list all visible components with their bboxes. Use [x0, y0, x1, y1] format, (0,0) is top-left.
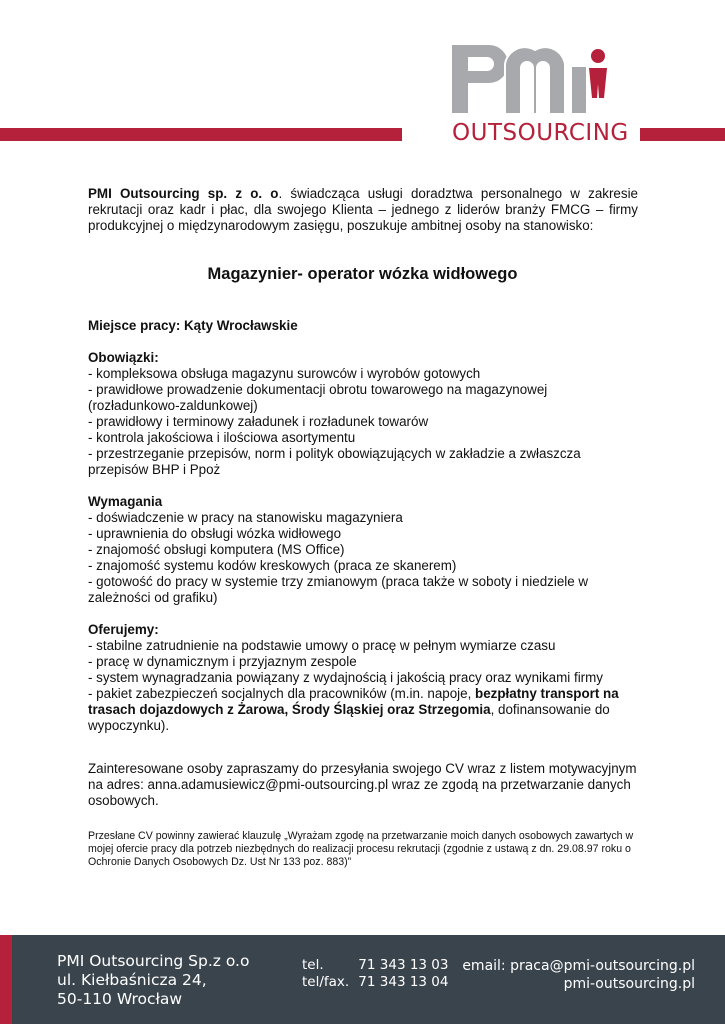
logo-person-body	[589, 68, 607, 98]
duty-item: - przestrzeganie przepisów, norm i polityk obowiązujących w zakładzie a zwłaszcza przepisów BHP i Ppoż	[88, 446, 581, 477]
intro-paragraph	[88, 186, 638, 234]
footer-fax-label: tel/fax.	[302, 974, 350, 990]
logo-letter-m	[505, 47, 565, 114]
footer-street: ul. Kiełbaśnicza 24,	[57, 971, 207, 989]
requirement-item: - doświadczenie w pracy na stanowisku magazyniera	[88, 510, 403, 525]
footer-address	[57, 952, 249, 1009]
footer-fax: 71 343 13 04	[358, 974, 449, 990]
footer-phones	[302, 957, 448, 991]
offer-heading: Oferujemy:	[88, 622, 159, 637]
footer-tel: 71 343 13 03	[358, 957, 449, 973]
requirement-item: - gotowość do pracy w systemie trzy zmianowym (praca także w soboty i niedziele w zależności od grafiku)	[88, 574, 589, 605]
footer-company-name: PMI Outsourcing Sp.z o.o	[57, 952, 250, 970]
footer-website[interactable]: pmi-outsourcing.pl	[563, 976, 695, 992]
offer-benefits-transport: bezpłatny transport na trasach dojazdowych z Żarowa, Środy Śląskiej oraz Strzegomia	[88, 686, 619, 717]
offer-item-benefits	[88, 686, 638, 734]
offer-item: - system wynagradzania powiązany z wydajnością i jakością pracy oraz wynikami firmy	[88, 670, 603, 685]
footer-accent-bar	[0, 935, 12, 1024]
offer-item: - pracę w dynamicznym i przyjaznym zespole	[88, 654, 357, 669]
logo-tagline: OUTSOURCING	[452, 120, 629, 146]
job-details	[88, 318, 638, 734]
consent-note: Przesłane CV powinny zawierać klauzulę „Wyrażam zgodę na przetwarzanie moich danych osobowych zawartych w mojej ofercie pracy dla potrzeb niezbędnych do realizacji procesu rekrutacji (zgodnie z ustawą z dn. 29.08.97 roku o Ochronie Danych Osobowych Dz. Ust Nr 133 poz. 883)”	[88, 830, 634, 868]
footer	[0, 935, 725, 1024]
job-title: Magazynier- operator wózka widłowego	[207, 265, 518, 283]
header-accent-bar-right	[640, 128, 725, 141]
offer-benefits-suffix: , dofinansowanie do wypoczynku).	[88, 702, 610, 733]
requirement-item: - uprawnienia do obsługi wózka widłowego	[88, 526, 342, 541]
footer-contact	[462, 957, 695, 993]
requirement-item: - znajomość systemu kodów kreskowych (praca ze skanerem)	[88, 558, 457, 573]
footer-city: 50-110 Wrocław	[57, 990, 183, 1008]
duty-item: - prawidłowy i terminowy załadunek i rozładunek towarów	[88, 414, 429, 429]
logo-letter-i	[571, 66, 587, 114]
intro-company-name: PMI Outsourcing sp. z o. o	[88, 186, 279, 201]
duties-heading: Obowiązki:	[88, 350, 159, 365]
application-instructions: Zainteresowane osoby zapraszamy do przesyłania swojego CV wraz z listem motywacyjnym na adres: anna.adamusiewicz@pmi-outsourcing.pl wraz ze zgodą na przetwarzanie danych osobowych.	[88, 761, 637, 808]
work-location: Miejsce pracy: Kąty Wrocławskie	[88, 318, 298, 333]
duty-item: - kompleksowa obsługa magazynu surowców i wyrobów gotowych	[88, 366, 481, 381]
duty-item: - prawidłowe prowadzenie dokumentacji obrotu towarowego na magazynowej (rozładunkowo-zaldunkowej)	[88, 382, 548, 413]
requirements-heading: Wymagania	[88, 494, 163, 509]
intro-text: . świadcząca usługi doradztwa personalnego w zakresie rekrutacji oraz kadr i płac, dla swojego Klienta – jednego z liderów branży FMCG – firmy produkcyjnej o międzynarodowym zasięgu, poszukuje ambitnej osoby na stanowisko:	[88, 186, 638, 233]
duty-item: - kontrola jakościowa i ilościowa asortymentu	[88, 430, 356, 445]
footer-tel-label: tel.	[302, 957, 324, 973]
logo-letter-p	[451, 44, 509, 114]
offer-item: - stabilne zatrudnienie na podstawie umowy o pracę w pełnym wymiarze czasu	[88, 638, 556, 653]
offer-benefits-prefix: - pakiet zabezpieczeń socjalnych dla pracowników (m.in. napoje,	[88, 686, 476, 701]
footer-email[interactable]: email: praca@pmi-outsourcing.pl	[462, 958, 695, 974]
header-accent-bar-left	[0, 128, 402, 141]
logo-person-head	[591, 49, 605, 63]
requirement-item: - znajomość obsługi komputera (MS Office)	[88, 542, 345, 557]
